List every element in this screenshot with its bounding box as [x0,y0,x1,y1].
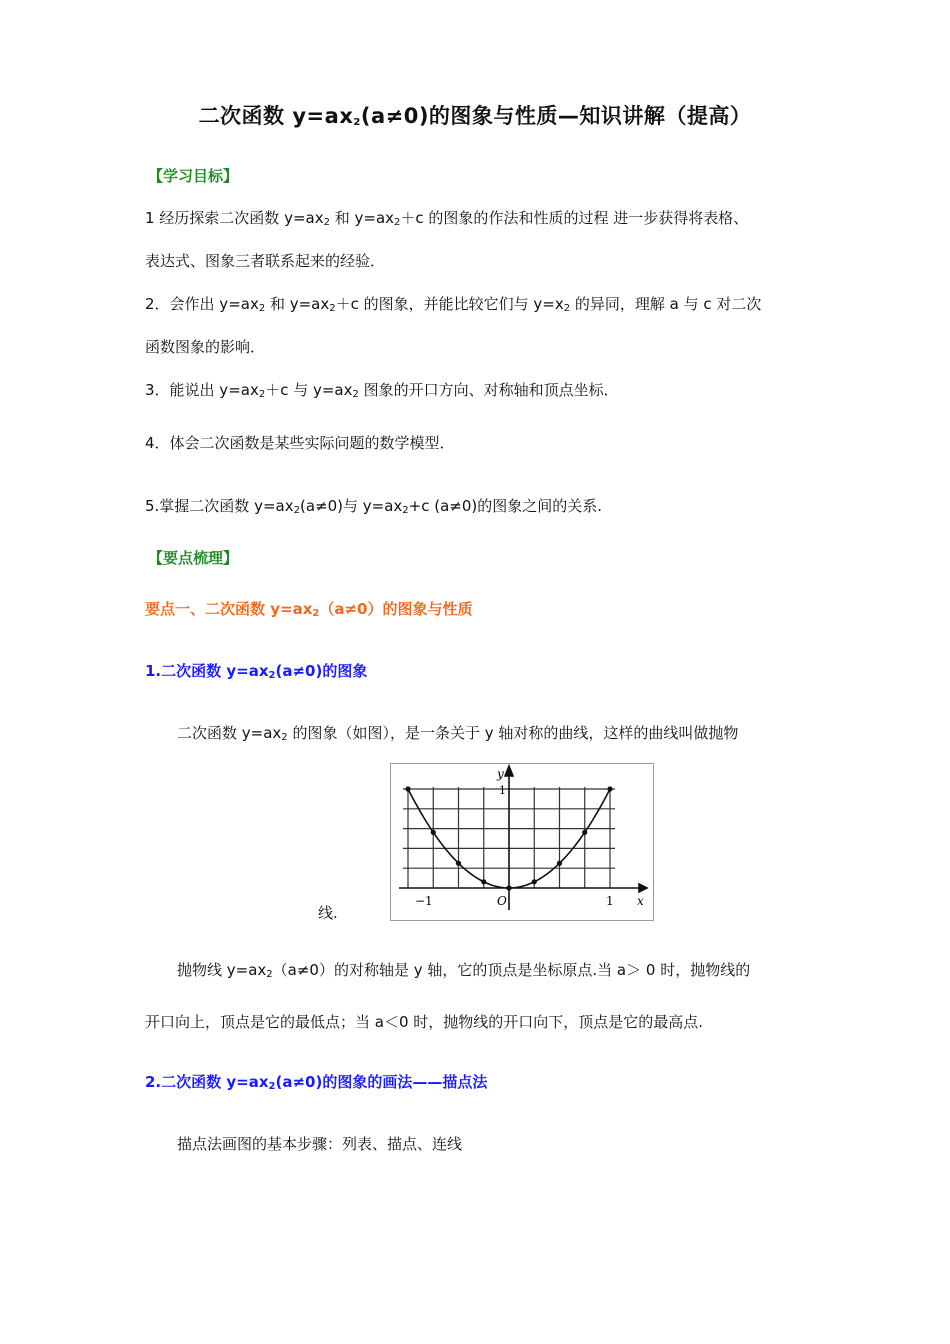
parabola-figure [390,763,654,921]
y-tick-one: 1 [499,784,506,797]
x-axis-arrow [639,884,647,892]
y-axis-label: y [497,767,504,781]
paragraph-1-end: 线. [318,904,338,922]
x-tick-neg-one: −1 [415,894,433,908]
subheading-1: 1.二次函数 $y=ax_2(a\ne 0)$的图象 [145,662,368,681]
section-heading-points: 【要点梳理】 [148,549,239,567]
data-point [557,861,562,866]
goal-5: 5.掌握二次函数 $y=ax_2(a\ne 0)$与 $y=ax_2+c$ (a≠0)的图象之间的关系. [145,497,603,516]
goal-3: 3．能说出 $y=ax_2+c$ 与 $y=ax_2$ 图象的开口方向、对称轴和顶点坐标． [145,381,619,400]
x-tick-one: 1 [606,894,614,908]
paragraph-2-line-2: 开口向上，顶点是它的最低点；当 a＜0 时，抛物线的开口向下，顶点是它的最高点. [145,1013,704,1031]
data-point [532,879,537,884]
data-point [456,861,461,866]
paragraph-2-line-1: 抛物线 $y=ax_2(a\ne 0)$的对称轴是 y 轴，它的顶点是坐标原点.当 a＞ 0 时，抛物线的 [177,961,751,980]
data-point [405,786,410,791]
data-point [506,885,511,890]
subheading-2: 2.二次函数 $y=ax_2(a\ne 0)$的图象的画法——描点法 [145,1073,488,1092]
goal-2-line-1: 2．会作出 $y=ax_2$ 和 $y=ax_2+c$ 的图象，并能比较它们与 $y=x_2$ 的异同，理解 a 与 c 对二次 [145,295,762,314]
goal-4: 4．体会二次函数是某些实际问题的数学模型． [145,434,455,452]
goal-1-line-1: 1 经历探索二次函数 $y=ax_2$ 和 $y=ax_2+c$ 的图象的作法和性质的过程 进一步获得将表格、 [145,209,749,228]
paragraph-3: 描点法画图的基本步骤：列表、描点、连线 [177,1135,463,1153]
paragraph-1: 二次函数 $y=ax_2$ 的图象（如图），是一条关于 y 轴对称的曲线，这样的曲线叫做抛物 [177,724,739,743]
x-axis-label: x [637,894,644,908]
parabola-chart [391,764,653,920]
goal-1-line-2: 表达式、图象三者联系起来的经验． [145,252,386,270]
data-point [582,830,587,835]
point-1-heading: 要点一、二次函数 $y=ax_2(a\ne 0)$的图象与性质 [145,600,473,619]
y-axis-arrow [505,766,513,776]
page-title: 二次函数 $y=ax_2(a\ne 0)$的图象与性质—知识讲解（提高） [198,104,752,128]
origin-label: O [497,894,507,908]
section-heading-goals: 【学习目标】 [148,167,239,185]
data-point [431,830,436,835]
data-point [481,879,486,884]
goal-2-line-2: 函数图象的影响． [145,338,266,356]
data-point [607,786,612,791]
